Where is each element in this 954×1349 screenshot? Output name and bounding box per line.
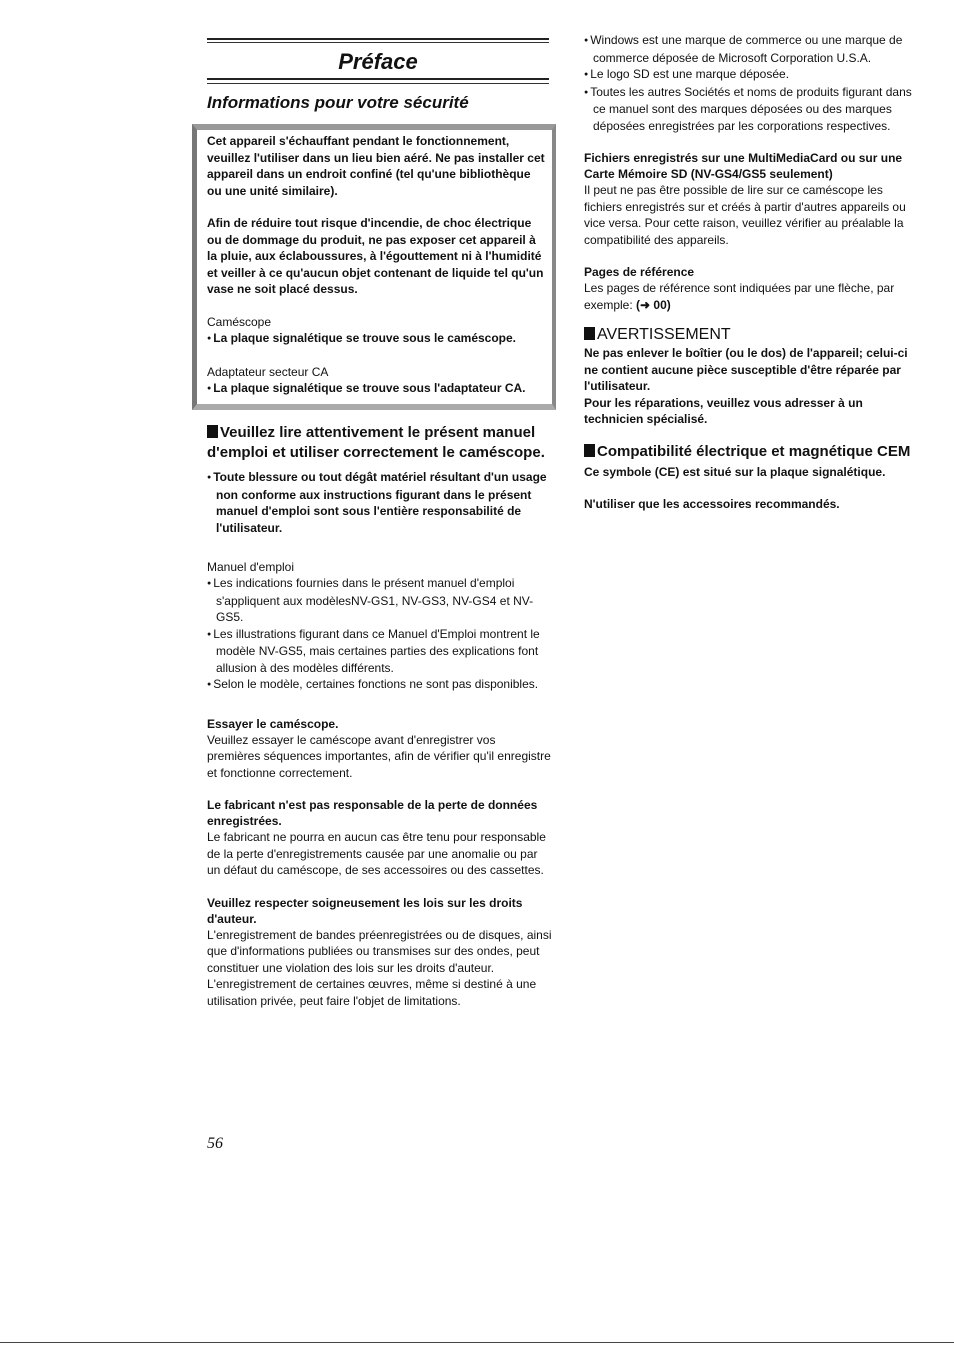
page-number: 56 xyxy=(207,1135,223,1152)
warning-para-ventilation: Cet appareil s'échauffant pendant le fonctionnement, veuillez l'utiliser dans un lieu bien aéré. Ne pas installer cet appareil dans un endroit confiné (tel qu'une bibliothèque ou une unité similaire). xyxy=(207,134,545,198)
manuel-item-3: ● Selon le modèle, certaines fonctions ne sont pas disponibles. xyxy=(207,676,552,694)
header-top-rule xyxy=(207,38,549,40)
header-top-rule-thin xyxy=(207,42,549,43)
page-title: Préface xyxy=(338,49,418,74)
fichiers-title: Fichiers enregistrés sur une MultiMediaCard ou sur une Carte Mémoire SD (NV-GS4/GS5 seulement) xyxy=(584,151,903,181)
adaptateur-plate-text: ● La plaque signalétique se trouve sous l'adaptateur CA. xyxy=(207,380,547,398)
manuel-item-2: ● Les illustrations figurant dans ce Manuel d'Emploi montrent le modèle NV-GS5, mais certaines parties des explications font allusion à des modèles différents. xyxy=(207,626,552,677)
heading-square-icon xyxy=(584,444,595,457)
warning-box-content xyxy=(207,133,547,398)
right-column xyxy=(584,32,924,513)
accessoires-text: N'utiliser que les accessoires recommandés. xyxy=(584,497,840,511)
essayer-text: Veuillez essayer le caméscope avant d'enregistrer vos premières séquences importantes, afin de vérifier qu'il enregistre et fonctionne correctement. xyxy=(207,732,551,780)
cem-heading: Compatibilité électrique et magnétique CEM xyxy=(584,442,924,462)
avertissement-heading: AVERTISSEMENT xyxy=(584,325,924,345)
read-manual-heading: Veuillez lire attentivement le présent manuel d'emploi et utiliser correctement le caméscope. xyxy=(207,424,545,461)
header-bottom-rule xyxy=(207,78,549,80)
avertissement-text-1: Ne pas enlever le boîtier (ou le dos) de l'appareil; celui-ci ne contient aucune pièce susceptible d'être réparée par l'utilisateur. xyxy=(584,346,908,393)
pages-paragraph xyxy=(584,280,924,313)
droits-text: L'enregistrement de bandes préenregistrées ou de disques, ainsi que d'informations publiées ou transmises sur des ondes, peut constituer une violation des lois sur les droits d'auteur. L'enregistrement de certaines œuvres, même si destiné à une utilisation privée, peut faire l'objet de limitations. xyxy=(207,927,552,1008)
droits-title: Veuillez respecter soigneusement les lois sur les droits d'auteur. xyxy=(207,895,523,926)
warning-para-fire: Afin de réduire tout risque d'incendie, de choc électrique ou de dommage du produit, ne pas exposer cet appareil à la pluie, aux éclaboussures, à l'égouttement ni à l'humidité et veiller à ce qu'aucun objet contenant de liquide tel qu'un vase ne soit placé dessus. xyxy=(207,216,544,296)
avertissement-text-2: Pour les réparations, veuillez vous adresser à un technicien spécialisé. xyxy=(584,395,863,426)
fichiers-text: Il peut ne pas être possible de lire sur ce caméscope les fichiers enregistrés sur et créés à partir d'autres appareils ou vice versa. Pour cette raison, veuillez vérifier au préalable la compatibilité des appareils. xyxy=(584,183,906,247)
camescope-plate-text: ● La plaque signalétique se trouve sous le caméscope. xyxy=(207,330,547,348)
heading-square-icon xyxy=(584,327,595,340)
responsibility-bullet: ● Toute blessure ou tout dégât matériel résultant d'un usage non conforme aux instructions figurant dans le présent manuel d'emploi sont sous l'entière responsabilité de l'utilisateur. xyxy=(207,469,547,536)
manuel-item-1: ● Les indications fournies dans le présent manuel d'emploi s'appliquent aux modèlesNV-GS1, NV-GS3, NV-GS4 et NV-GS5. xyxy=(207,575,552,626)
bottom-rule xyxy=(0,1342,954,1343)
fabricant-text: Le fabricant ne pourra en aucun cas être tenu pour responsable de la perte d'enregistrements causée par une anomalie ou par un défaut du caméscope, de ses accessoires ou des cassettes. xyxy=(207,830,546,877)
cem-text: Ce symbole (CE) est situé sur la plaque signalétique. xyxy=(584,464,886,479)
trademark-others: ● Toutes les autres Sociétés et noms de produits figurant dans ce manuel sont des marques déposées ou des marques déposées enregistrées par les corporations respectives. xyxy=(584,84,924,135)
camescope-label: Caméscope xyxy=(207,314,272,329)
fabricant-title: Le fabricant n'est pas responsable de la perte de données enregistrées. xyxy=(207,798,538,828)
essayer-title: Essayer le caméscope. xyxy=(207,716,339,731)
pages-title: Pages de référence xyxy=(584,265,695,279)
heading-square-icon xyxy=(207,425,218,438)
header-bottom-rule-thin xyxy=(207,83,549,84)
pages-example: (➜ 00) xyxy=(636,297,671,312)
manuel-title: Manuel d'emploi xyxy=(207,560,295,574)
trademark-sd: ● Le logo SD est une marque déposée. xyxy=(584,66,924,84)
section-subtitle: Informations pour votre sécurité xyxy=(207,93,469,112)
left-column xyxy=(207,423,552,1009)
adaptateur-label: Adaptateur secteur CA xyxy=(207,364,329,379)
trademark-windows: ● Windows est une marque de commerce ou une marque de commerce déposée de Microsoft Corporation U.S.A. xyxy=(584,32,924,66)
pages-text: Les pages de référence sont indiquées par une flèche, par exemple: xyxy=(584,281,895,312)
